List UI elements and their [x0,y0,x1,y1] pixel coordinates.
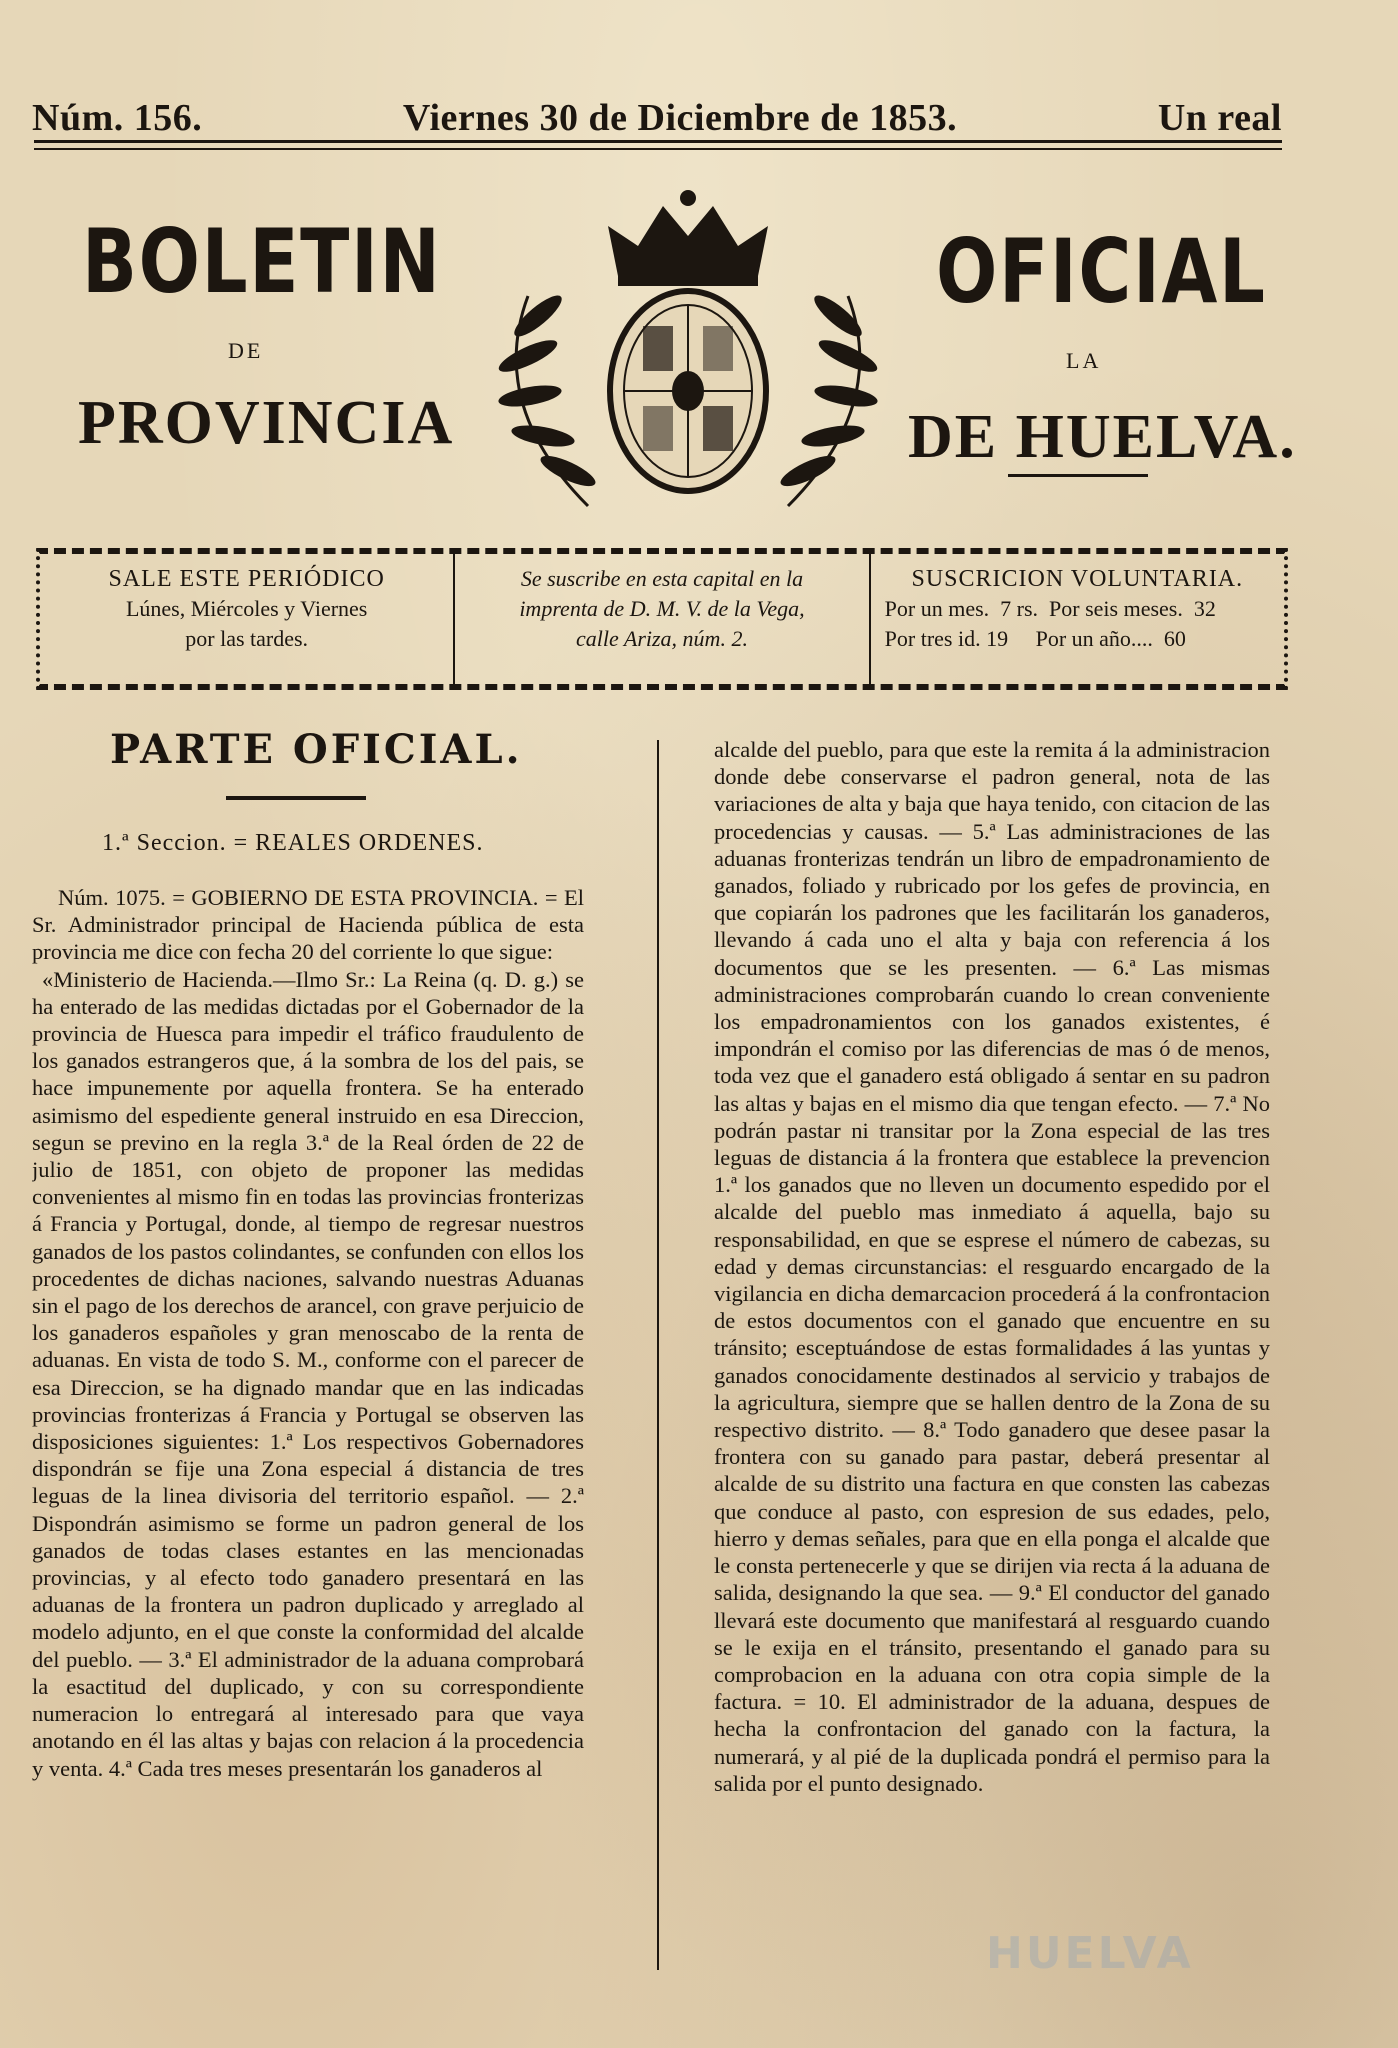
prices-line-1: Por un mes. 7 rs. Por seis meses. 32 [884,596,1216,621]
title-oficial: OFICIAL [936,220,1267,323]
title-boletin: BOLETIN [82,210,442,313]
location-line-2: imprenta de D. M. V. de la Vega, [519,596,805,621]
header-rule-top [34,140,1282,143]
prices-title: SUSCRICION VOLUNTARIA. [911,566,1244,592]
column-divider [657,740,659,1970]
paragraph-header: Núm. 1075. = GOBIERNO DE ESTA PROVINCIA. = El Sr. Administrador principal de Hacienda pública de esta provincia me dice con fecha 20 del corriente lo que sigue: [32,885,584,965]
right-column-text [714,736,1270,1956]
subscription-info-box [36,548,1288,690]
title-la: LA [1066,348,1102,373]
left-column-text [32,884,584,1934]
issue-date: Viernes 30 de Diciembre de 1853. [402,97,958,139]
subsection-heading: 1.ª Seccion. = REALES ORDENES. [102,830,484,856]
prices-line-2: Por tres id. 19 Por un año.... 60 [884,626,1186,651]
subscription-prices [869,554,1284,684]
issue-price: Un real [1157,97,1282,139]
ornament-rule [1008,474,1148,477]
archive-watermark [986,1928,1316,2008]
paragraph-body: «Ministerio de Hacienda.—Ilmo Sr.: La Reina (q. D. g.) se ha enterado de las medidas dictadas por el Gobernador de la provincia de Huesca para impedir el tráfico fraudulento de los ganados estrangeros que, á la sombra de los del pais, se hace impunemente por aquella frontera. Se ha enterado asimismo del espediente general instruido en esa Direccion, segun se previno en la regla 3.ª de la Real órden de 22 de julio de 1851, con objeto de proponer las medidas convenientes al mismo fin en todas las provincias fronterizas á Francia y Portugal, donde, al tiempo de regresar nuestros ganados de los pastos colindantes, se confunden con ellos los procedentes de dichas naciones, salvando nuestras Aduanas sin el pago de los derechos de arancel, con grave perjuicio de los ganaderos españoles y gran menoscabo de la renta de aduanas. En vista de todo S. M., conforme con el parecer de esa Direccion, se ha dignado mandar que en las indicadas provincias fronterizas á Francia y Portugal se observen las disposiciones siguientes: 1.ª Los respectivos Gobernadores dispondrán se fije una Zona especial á distancia de tres leguas de la linea divisoria del territorio español. — 2.ª Dispondrán asimismo se forme un padron general de los ganados de todas clases estantes en las mencionadas provincias, y al efecto todo ganadero presentará en las aduanas de la frontera un padron duplicado y arreglado al modelo adjunto, en el que conste la conformidad del alcalde del pueblo. — 3.ª El administrador de la aduana comprobará la esactitud del duplicado, y con su correspondiente numeracion lo entregará al interesado para que vaya anotando en él las altas y bajas con relacion á la procedencia y venta. 4.ª Cada tres meses presentarán los ganaderos al [32,966,584,1781]
paragraph-continued: alcalde del pueblo, para que este la remita á la administracion donde debe conservarse el padron general, nota de las variaciones de alta y baja que haya tenido, con citacion de las procedencias y causas. — 5.ª Las administraciones de las aduanas fronterizas tendrán un libro de empadronamiento de ganados, foliado y rubricado por los gefes de provincia, en que copiarán los padrones que les facilitarán los ganaderos, llevando á cada uno el alta y baja con referencia á los documentos que se les presenten. — 6.ª Las mismas administraciones comprobarán cuando lo crean conveniente los empadronamientos con los ganados existentes, é impondrán el comiso por las diferencias de mas ó de menos, toda vez que el ganadero está obligado á sentar en su padron las altas y bajas en el mismo dia que tengan efecto. — 7.ª No podrán pastar ni transitar por la Zona especial de las tres leguas de distancia á la frontera que establece la prevencion 1.ª los ganados que no lleven un documento espedido por el alcalde del pueblo mas inmediato á aquella, bajo su responsabilidad, en que se esprese el número de cabezas, su edad y demas circunstancias: el resguardo encargado de la vigilancia en dicha demarcacion procederá á la confrontacion de estos documentos con el ganado que encuentre en su tránsito; esceptuándose de estas formalidades á las yuntas y ganados conocidamente destinados al servicio y trabajos de la agricultura, siempre que se hallen dentro de la Zona de su respectivo distrito. — 8.ª Todo ganadero que desee pasar la frontera con su ganado para pastar, deberá presentar al alcalde de su distrito una factura en que consten las cabezas que conduce al pasto, con espresion de sus edades, pelo, hierro y demas señales, para que en ella ponga el alcalde que le consta pertenecerle y que se dirijen via recta á la aduana de salida, designando la que sea. — 9.ª El conductor del ganado llevará este documento que manifestará al resguardo cuando se le exija en el tránsito, presentando el ganado para su comprobacion en la aduana con otra copia simple de la factura. = 10. El administrador de la aduana, despues de hecha la confrontacion del ganado con la factura, la numerará, y al pié de la duplicada pondrá el permiso para la salida por el punto designado. [714,737,1270,1796]
location-line-1: Se suscribe en esta capital en la [520,566,804,591]
header-rule-bottom [34,148,1282,150]
heading-ornament [226,796,366,800]
publication-schedule [40,554,453,684]
title-de: DE [228,338,264,363]
section-heading: PARTE OFICIAL. [110,726,523,773]
schedule-title: SALE ESTE PERIÓDICO [108,566,385,592]
schedule-time: por las tardes. [185,626,309,651]
subscription-location [453,554,868,684]
coat-of-arms-emblem [468,186,908,516]
header-line [32,96,1282,140]
watermark-text: HUELVA [986,1928,1194,1979]
location-line-3: calle Ariza, núm. 2. [576,626,748,651]
schedule-days: Lúnes, Miércoles y Viernes [125,596,368,621]
title-de-huelva: DE HUELVA. [908,403,1297,471]
title-provincia: PROVINCIA [78,389,455,457]
issue-number: Núm. 156. [32,97,203,139]
